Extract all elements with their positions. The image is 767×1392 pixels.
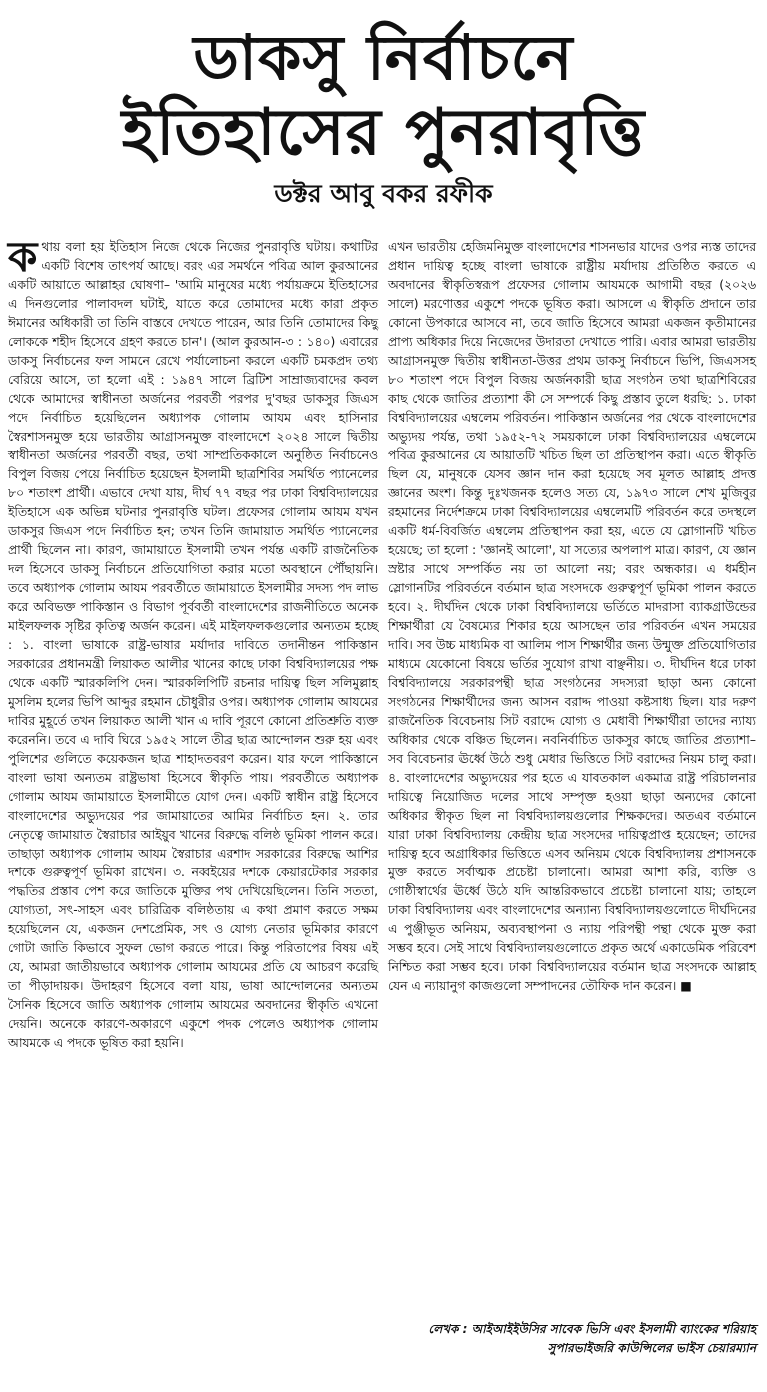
left-column-text: থায় বলা হয় ইতিহাস নিজে থেকে নিজের পুনরাবৃত্তি ঘটায়। কথাটির একটি বিশেষ তাৎপর্য আছে। বরং এর সমর্থনে পবিত্র আল কুরআনের একটি আয়াতে আল্লাহর ঘোষণা– 'আমি মানুষের মধ্যে পর্যায়ক্রমে ইতিহাসের এ দিনগুলোর পালাবদল ঘটাই, যাতে করে তোমাদের মধ্যে কারা প্রকৃত ঈমানের অধিকারী তা তিনি বাস্তবে দেখতে পারেন, আর তিনি তোমাদের কিছু লোককে শহীদ হিসেবে গ্রহণ করতে চান'। (আল কুরআন-৩ : ১৪০) এবারের ডাকসু নির্বাচনের ফল সামনে রেখে পর্যালোচনা করলে একটি চমকপ্রদ তথ্য বেরিয়ে আসে, তা হলো এই : ১৯৪৭ সালে ব্রিটিশ সাম্রাজ্যবাদের কবল থেকে আমাদের স্বাধীনতা অর্জনের পরবর্তী পরপর দু'বছর ডাকসুর জিএস পদে নির্বাচিত হয়েছিলেন অধ্যাপক গোলাম আযম এবং হাসিনার স্বৈরশাসনমুক্ত হয়ে ভারতীয় আগ্রাসনমুক্ত বাংলাদেশে ২০২৪ সালে দ্বিতীয় স্বাধীনতা অর্জনের পরবর্তী বছর, তথা সাম্প্রতিককালে অনুষ্ঠিত নির্বাচনেও বিপুল বিজয় পেয়ে নির্বাচিত হয়েছেন ইসলামী ছাত্রশিবির সমর্থিত প্যানেলের ৮০ শতাংশ প্রার্থী। এভাবে দেখা যায়, দীর্ঘ ৭৭ বছর পর ঢাকা বিশ্ববিদ্যালয়ের ইতিহাসে এক অভিন্ন ঘটনার পুনরাবৃত্তি ঘটল। প্রফেসর গোলাম আযম যখন ডাকসুর জিএস পদে নির্বাচিত হন; তখন তিনি জামায়াত সমর্থিত প্যানেলের প্রার্থী ছিলেন না। কারণ, জামায়াতে ইসলামী তখন পর্যন্ত একটি রাজনৈতিক দল হিসেবে ডাকসু নির্বাচনে প্রতিযোগিতা করার মতো অবস্থানে পৌঁছায়নি। তবে অধ্যাপক গোলাম আযম পরবর্তীতে জামায়াতে ইসলামীর সদস্য পদ লাভ করে অবিভক্ত পাকিস্তান ও বিভাগ পূর্ববর্তী বাংলাদেশের রাজনীতিতে অনেক মাইলফলক সৃষ্টির কৃতিত্ব অর্জন করেন। এই মাইলফলকগুলোর অন্যতম হচ্ছে : ১. বাংলা ভাষাকে রাষ্ট্র-ভাষার মর্যাদার দাবিতে তদানীন্তন পাকিস্তান সরকারের প্রধানমন্ত্রী লিয়াকত আলীর খানের কাছে ঢাকা বিশ্ববিদ্যালয়ের পক্ষ থেকে একটি স্মারকলিপি দেন। স্মারকলিপিটি রচনার দায়িত্ব ছিল সলিমুল্লাহ মুসলিম হলের ভিপি আব্দুর রহমান চৌধুরীর ওপর। অধ্যাপক গোলাম আযমের দাবির মুহূর্তে তখন লিয়াকত আলী খান এ দাবি পূরণে কোনো প্রতিশ্রুতি ব্যক্ত করেননি। তবে এ দাবি ঘিরে ১৯৫২ সালে তীব্র ছাত্র আন্দোলন শুরু হয় এবং পুলিশের গুলিতে কয়েকজন ছাত্র শাহাদতবরণ করেন। যার ফলে পাকিস্তানে বাংলা ভাষা অন্যতম রাষ্ট্রভাষা হিসেবে স্বীকৃতি পায়। পরবর্তীতে অধ্যাপক গোলাম আযম জামায়াতে ইসলামীতে যোগ দেন। একটি স্বাধীন রাষ্ট্র হিসেবে বাংলাদেশের অভ্যুদয়ের পর জামায়াতের আমির নির্বাচিত হন। ২. তার নেতৃত্বে জামায়াত স্বৈরাচার আইয়ুব খানের বিরুদ্ধে বলিষ্ঠ ভূমিকা পালন করে। তাছাড়া অধ্যাপক গোলাম আযম স্বৈরাচার এরশাদ সরকারের বিরুদ্ধে আশির দশকে গুরুত্বপূর্ণ ভূমিকা রাখেন। ৩. নব্বইয়ের দশকে কেয়ারটেকার সরকার পদ্ধতির প্রস্তাব পেশ করে জাতিকে মুক্তির পথ দেখিয়েছিলেন। তিনি সততা, যোগ্যতা, সৎ-সাহস এবং চারিত্রিক বলিষ্ঠতায় এ কথা প্রমাণ করতে সক্ষম হয়েছিলেন যে, একজন দেশপ্রেমিক, সৎ ও যোগ্য নেতার ভূমিকার কারণে গোটা জাতি কিভাবে সুফল ভোগ করতে পারে। কিন্তু পরিতাপের বিষয় এই যে, আমরা জাতীয়ভাবে অধ্যাপক গোলাম আযমের প্রতি যে আচরণ করেছি তা পীড়াদায়ক। উদাহরণ হিসেবে বলা যায়, ভাষা আন্দোলনের অন্যতম সৈনিক হিসেবে জাতি অধ্যাপক গোলাম আযমের অবদানের স্বীকৃতি এখনো দেয়নি। অনেকে কারণে-অকারণে একুশে পদক পেলেও অধ্যাপক গোলাম আযমকে এ পদকে ভূষিত করা হয়নি। [8, 240, 378, 1051]
author-note-label: লেখক : [428, 1322, 468, 1336]
right-column-text: এখন ভারতীয় হেজিমনিমুক্ত বাংলাদেশের শাসনভার যাদের ওপর ন্যস্ত তাদের প্রধান দায়িত্ব হচ্ছে বাংলা ভাষাকে রাষ্ট্রীয় মর্যাদায় প্রতিষ্ঠিত করতে এ অবদানের স্বীকৃতিস্বরূপ প্রফেসর গোলাম আযমকে আগামী বছর (২০২৬ সালে) মরণোত্তর একুশে পদকে ভূষিত করা। আসলে এ স্বীকৃতি প্রদানে তার কোনো উপকারে আসবে না, তবে জাতি হিসেবে আমরা একজন কৃতীমানের প্রাপ্য অধিকার দিয়ে নিজেদের উদারতা দেখাতে পারি। এবার আমরা ভারতীয় আগ্রাসনমুক্ত দ্বিতীয় স্বাধীনতা-উত্তর প্রথম ডাকসু নির্বাচনে ভিপি, জিএসসহ ৮০ শতাংশ পদে বিপুল বিজয় অর্জনকারী ছাত্র সংগঠন তথা ছাত্রশিবিরের কাছ থেকে জাতির প্রত্যাশা কী সে সম্পর্কে কিছু প্রস্তাব তুলে ধরছি: ১. ঢাকা বিশ্ববিদ্যালয়ের এম্বলেম পরিবর্তন। পাকিস্তান অর্জনের পর থেকে বাংলাদেশের অভ্যুদয় পর্যন্ত, তথা ১৯৫২-৭২ সময়কালে ঢাকা বিশ্ববিদ্যালয়ের এম্বলেমে পবিত্র কুরআনের যে আয়াতটি খচিত ছিল তা প্রতিস্থাপন করা। এতে স্বীকৃতি ছিল যে, মানুষকে যেসব জ্ঞান দান করা হয়েছে সব মূলত আল্লাহ প্রদত্ত জ্ঞানের অংশ। কিন্তু দুঃখজনক হলেও সত্য যে, ১৯৭৩ সালে শেখ মুজিবুর রহমানের নির্দেশক্রমে ঢাকা বিশ্ববিদ্যালয়ের এম্বলেমটি পরিবর্তন করে তদস্থলে একটি ধর্ম-বিবর্জিত এম্বলেম প্রতিস্থাপন করা হয়, এতে যে স্লোগানটি খচিত হয়েছে; তা হলো : 'জ্ঞানই আলো', যা সত্যের অপলাপ মাত্র। কারণ, যে জ্ঞান স্রষ্টার সাথে সম্পর্কিত নয় তা আলো নয়; বরং অন্ধকার। এ ধর্মহীন স্লোগানটির পরিবর্তনে বর্তমান ছাত্র সংসদকে গুরুত্বপূর্ণ ভূমিকা পালন করতে হবে। ২. দীর্ঘদিন থেকে ঢাকা বিশ্ববিদ্যালয়ে ভর্তিতে মাদরাসা ব্যাকগ্রাউন্ডের শিক্ষার্থীরা যে বৈষম্যের শিকার হয়ে আসছেন তার পরিবর্তন এখন সময়ের দাবি। সব উচ্চ মাধ্যমিক বা আলিম পাস শিক্ষার্থীর জন্য উন্মুক্ত প্রতিযোগিতার মাধ্যমে যেকোনো বিষয়ে ভর্তির সুযোগ রাখা বাঞ্ছনীয়। ৩. দীর্ঘদিন ধরে ঢাকা বিশ্ববিদ্যালয়ে সরকারপন্থী ছাত্র সংগঠনের সদস্যরা ছাড়া অন্য কোনো সংগঠনের শিক্ষার্থীদের জন্য আসন বরাদ্দ পাওয়া কষ্টসাধ্য ছিল। যার দরুণ রাজনৈতিক বিবেচনায় সিট বরাদ্দে যোগ্য ও মেধাবী শিক্ষার্থীরা তাদের ন্যায্য অধিকার থেকে বঞ্চিত ছিলেন। নবনির্বাচিত ডাকসুর কাছে জাতির প্রত্যাশা– সব বিবেচনার ঊর্ধ্বে উঠে শুধু মেধার ভিত্তিতে সিট বরাদ্দের নিয়ম চালু করা। ৪. বাংলাদেশের অভ্যুদয়ের পর হতে এ যাবতকাল একমাত্র রাষ্ট্র পরিচালনার দায়িত্বে নিয়োজিত দলের সাথে সম্পৃক্ত হওয়া ছাড়া অন্যদের কোনো অধিকার স্বীকৃত ছিল না বিশ্ববিদ্যালয়গুলোর শিক্ষকদের। অতএব বর্তমানে যারা ঢাকা বিশ্ববিদ্যালয় কেন্দ্রীয় ছাত্র সংসদের দায়িত্বপ্রাপ্ত হয়েছেন; তাদের দায়িত্ব হবে অগ্রাধিকার ভিত্তিতে এসব অনিয়ম থেকে বিশ্ববিদ্যালয় প্রশাসনকে মুক্ত করতে সর্বাত্মক প্রচেষ্টা চালানো। আমরা আশা করি, ব্যক্তি ও গোষ্ঠীস্বার্থের ঊর্ধ্বে উঠে যদি আন্তরিকভাবে প্রচেষ্টা চালানো যায়; তাহলে ঢাকা বিশ্ববিদ্যালয় এবং বাংলাদেশের অন্যান্য বিশ্ববিদ্যালয়গুলোতে দীর্ঘদিনের এ পুঞ্জীভূত অনিয়ম, অব্যবস্থাপনা ও ন্যায় পরিপন্থী পন্থা থেকে মুক্ত করা সম্ভব হবে। সেই সাথে বিশ্ববিদ্যালয়গুলোতে প্রকৃত অর্থে একাডেমিক পরিবেশ নিশ্চিত করা সম্ভব হবে। ঢাকা বিশ্ববিদ্যালয়ের বর্তমান ছাত্র সংসদকে আল্লাহ যেন এ ন্যায়ানুগ কাজগুলো সম্পাদনের তৌফিক দান করেন। ■ [388, 240, 756, 994]
headline-line-2: ইতিহাসের পুনরাবৃত্তি [121, 96, 646, 170]
article-right-column [388, 238, 756, 996]
drop-cap: ক [8, 232, 38, 281]
author-note-text: আইআইইউসির সাবেক ভিসি এবং ইসলামী ব্যাংকের শরিয়াহ সুপারভাইজরি কাউন্সিলের ভাইস চেয়ারম্যান [471, 1322, 756, 1355]
author-byline: ডক্টর আবু বকর রফীক [274, 179, 493, 208]
article-body-left [8, 232, 378, 1053]
author-note [388, 1320, 756, 1358]
headline-line-1: ডাকসু নির্বাচনে [193, 21, 574, 94]
article-left-column [8, 232, 378, 1053]
